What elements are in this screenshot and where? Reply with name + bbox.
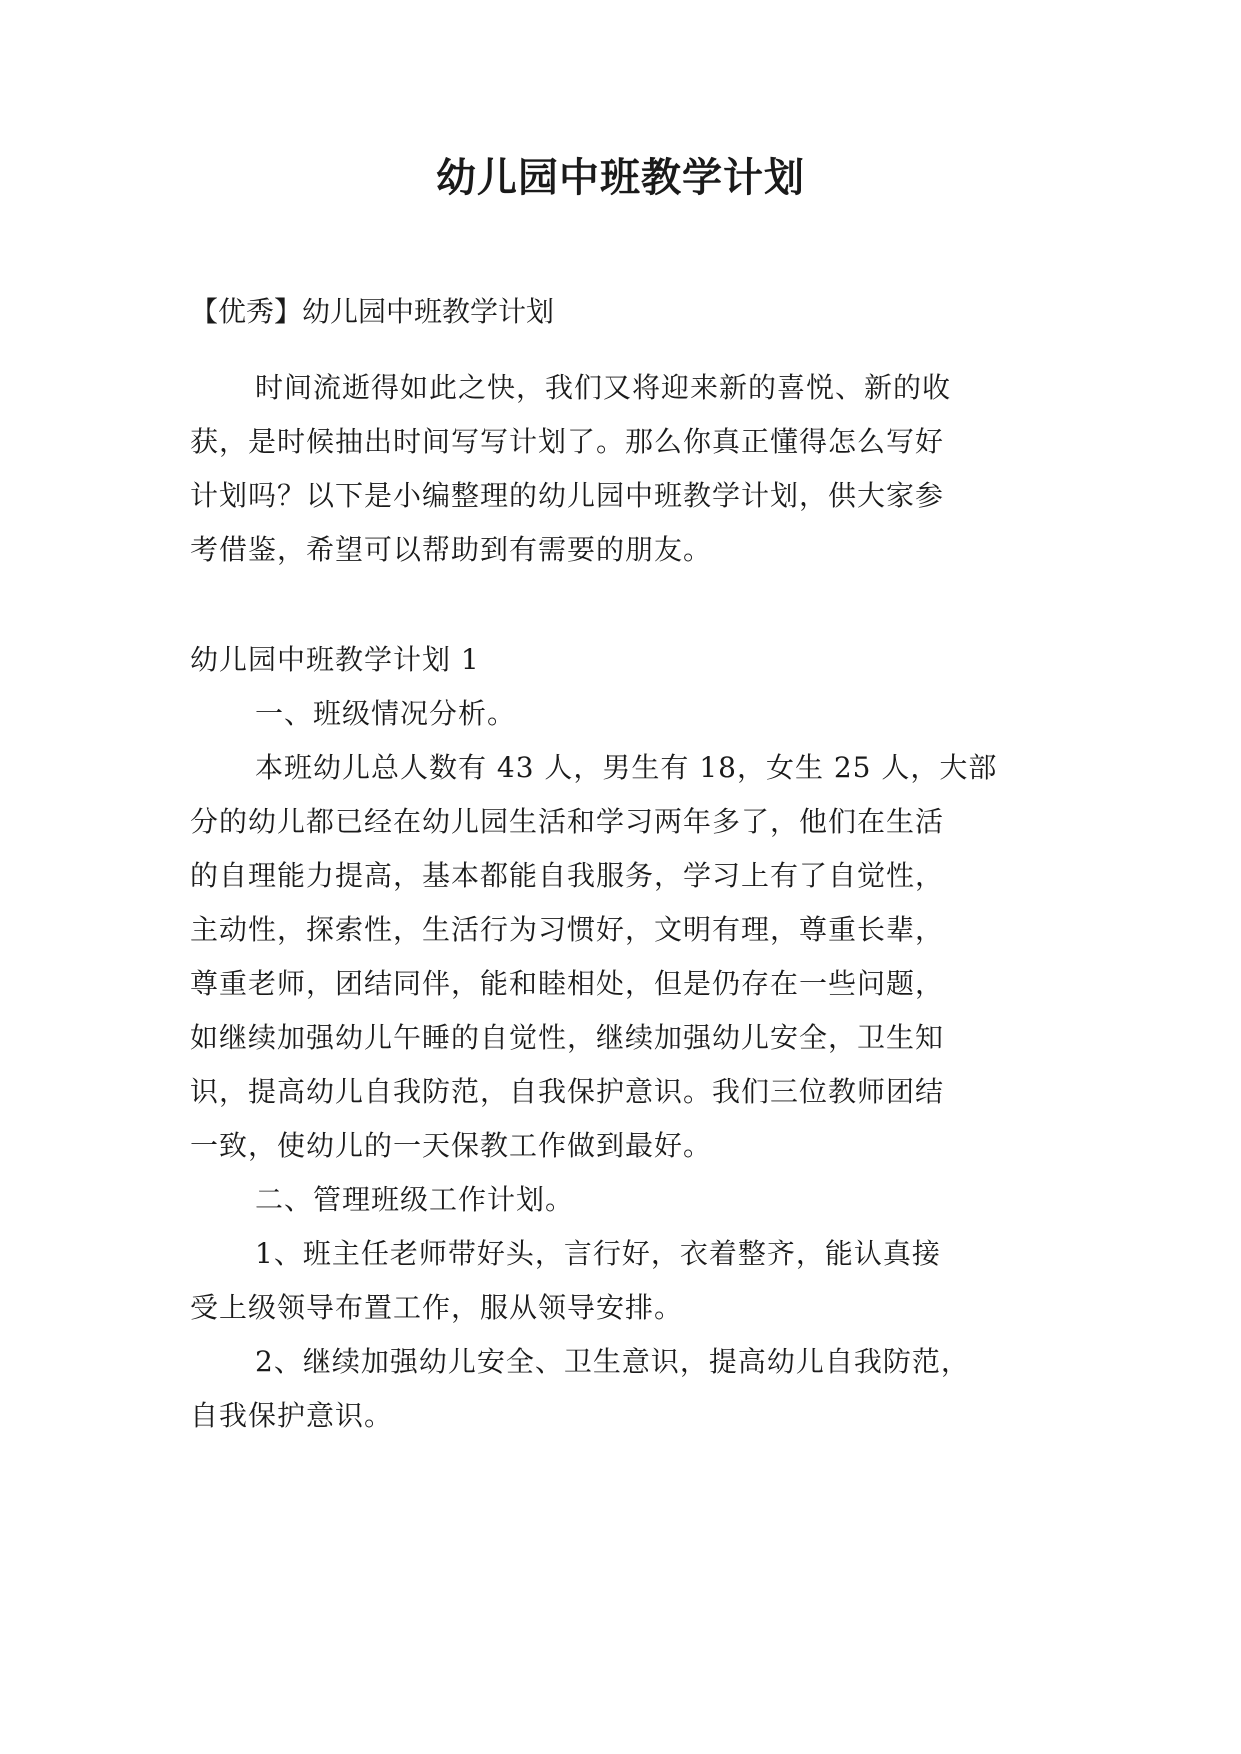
part1-line-4: 主动性，探索性，生活行为习惯好，文明有理，尊重长辈，: [190, 913, 945, 946]
section-heading: 幼儿园中班教学计划 1: [190, 643, 480, 676]
part2-heading: 二、管理班级工作计划。: [255, 1183, 575, 1216]
part1-line-3: 的自理能力提高，基本都能自我服务，学习上有了自觉性，: [190, 859, 945, 892]
intro-line-2: 获，是时候抽出时间写写计划了。那么你真正懂得怎么写好: [190, 425, 945, 458]
item1-line-1: 1、班主任老师带好头，言行好，衣着整齐，能认真接: [255, 1237, 941, 1270]
part1-line-7: 识，提高幼儿自我防范，自我保护意识。我们三位教师团结: [190, 1075, 945, 1108]
part1-line-5: 尊重老师，团结同伴，能和睦相处，但是仍存在一些问题，: [190, 967, 945, 1000]
part1-line-2: 分的幼儿都已经在幼儿园生活和学习两年多了，他们在生活: [190, 805, 945, 838]
item1-line-2: 受上级领导布置工作，服从领导安排。: [190, 1291, 684, 1324]
item2-line-1: 2、继续加强幼儿安全、卫生意识，提高幼儿自我防范，: [255, 1345, 970, 1378]
item2-line-2: 自我保护意识。: [190, 1399, 394, 1432]
document-subtitle: 【优秀】幼儿园中班教学计划: [190, 295, 555, 328]
document-title: 幼儿园中班教学计划: [436, 155, 805, 201]
intro-line-1: 时间流逝得如此之快，我们又将迎来新的喜悦、新的收: [255, 371, 952, 404]
intro-line-4: 考借鉴，希望可以帮助到有需要的朋友。: [190, 533, 713, 566]
part1-line-1: 本班幼儿总人数有 43 人，男生有 18，女生 25 人，大部: [255, 751, 998, 784]
part1-heading: 一、班级情况分析。: [255, 697, 517, 730]
intro-line-3: 计划吗？以下是小编整理的幼儿园中班教学计划，供大家参: [190, 479, 945, 512]
part1-line-6: 如继续加强幼儿午睡的自觉性，继续加强幼儿安全，卫生知: [190, 1021, 945, 1054]
part1-line-8: 一致，使幼儿的一天保教工作做到最好。: [190, 1129, 713, 1162]
